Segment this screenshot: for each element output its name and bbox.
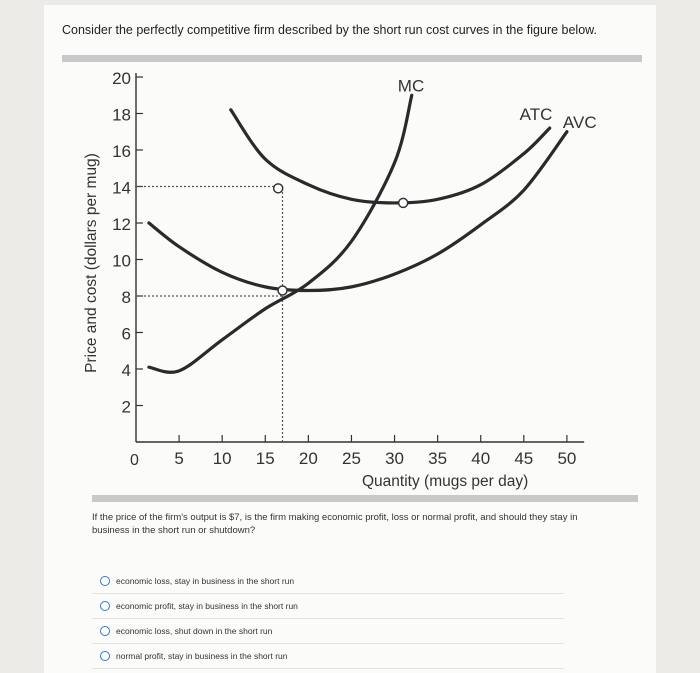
radio-button[interactable] [100,651,110,661]
x-tick-label: 50 [557,449,577,468]
divider-bar-mid [92,495,638,502]
x-tick-label: 10 [212,449,232,468]
series-label-avc: AVC [562,112,597,132]
y-tick-label: 10 [112,251,131,271]
x-tick-label: 20 [298,449,318,468]
y-tick-label: 2 [121,397,131,417]
x-tick-label: 30 [385,449,405,468]
option-2[interactable] [92,594,564,619]
option-3[interactable] [92,619,564,644]
curve-mc [149,95,412,372]
divider-bar-top [62,55,642,62]
x-tick-label: 25 [341,449,361,468]
answer-options [92,569,564,669]
series-label-atc: ATC [519,105,553,125]
x-tick-label: 15 [255,449,275,468]
y-tick-label: 12 [112,215,131,234]
y-tick-label: 14 [112,178,131,198]
curve-avc [149,132,567,291]
y-tick-label: 18 [112,105,131,125]
y-tick-label: 20 [112,69,131,88]
option-label: normal profit, stay in business in the short run [116,651,288,661]
curve-point-marker [274,184,283,193]
series-label-mc: MC [397,76,425,96]
question-text: If the price of the firm's output is $7, is the firm making economic profit, loss or normal profit, and should they stay in business in the short run or shutdown? [92,512,578,536]
y-tick-label: 16 [112,142,131,161]
radio-button[interactable] [100,626,110,636]
x-tick-label: 45 [514,449,534,468]
x-tick-label: 5 [174,449,184,468]
y-tick-label: 4 [121,361,131,380]
curve-point-marker [278,286,287,295]
option-4[interactable] [92,644,564,669]
option-1[interactable] [92,569,564,594]
question-card [44,5,656,673]
origin-label: 0 [130,452,139,469]
x-axis-label: Quantity (mugs per day) [362,473,529,490]
intro-text: Consider the perfectly competitive firm described by the short run cost curves in the figure below. [62,23,597,37]
y-tick-label: 6 [121,324,131,344]
y-tick-label: 8 [121,288,131,307]
radio-button[interactable] [100,576,110,586]
cost-curves-chart [44,65,656,505]
x-tick-label: 40 [471,449,491,468]
x-tick-label: 35 [428,449,448,468]
option-label: economic loss, stay in business in the short run [116,576,295,586]
option-label: economic profit, stay in business in the short run [116,601,298,611]
radio-button[interactable] [100,601,110,611]
y-axis-label: Price and cost (dollars per mug) [83,153,100,373]
curve-point-marker [399,198,408,207]
option-label: economic loss, shut down in the short run [116,626,273,636]
